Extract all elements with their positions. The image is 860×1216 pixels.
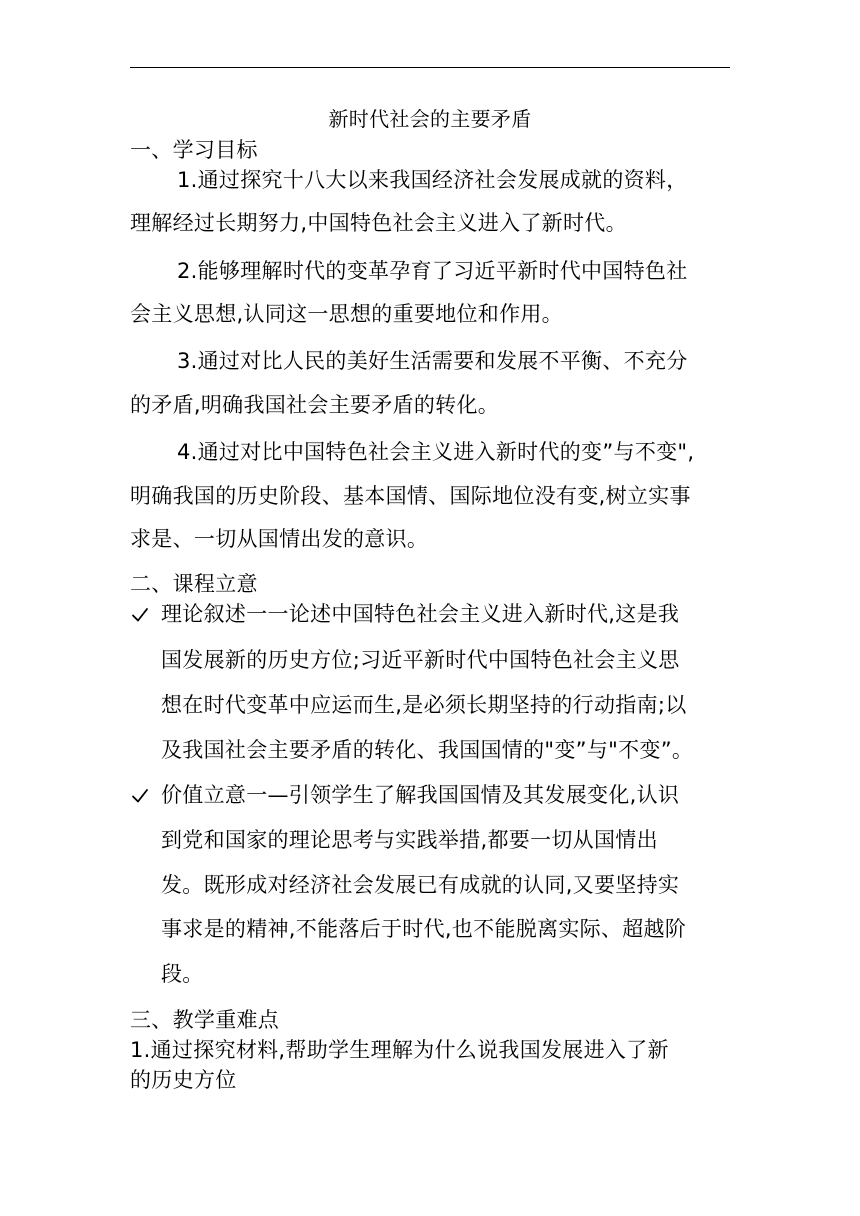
key-point-1-line-1: 1.通过探究材料,帮助学生理解为什么说我国发展进入了新 — [130, 1038, 669, 1062]
section-heading-key-difficulties: 三、教学重难点 — [130, 1008, 280, 1032]
objective-3-line-1: 3.通过对比人民的美好生活需要和发展不平衡、不充分 — [177, 349, 688, 373]
key-point-1-line-2: 的历史方位 — [130, 1068, 237, 1092]
bullet-2-line-2: 到党和国家的理论思考与实践举措,都要一切从国情出 — [161, 828, 658, 852]
objective-2-line-1: 2.能够理解时代的变革孕育了习近平新时代中国特色社 — [177, 259, 688, 283]
objective-2-line-2: 会主义思想,认同这一思想的重要地位和作用。 — [130, 302, 563, 326]
section-heading-learning-objectives: 一、学习目标 — [130, 138, 258, 162]
objective-4-line-2: 明确我国的历史阶段、基本国情、国际地位没有变,树立实事 — [130, 484, 691, 508]
bullet-2-line-3: 发。既形成对经济社会发展已有成就的认同,又要坚持实 — [161, 873, 680, 897]
bullet-2-line-5: 段。 — [161, 962, 204, 986]
section-heading-course-intent: 二、课程立意 — [130, 572, 258, 596]
objective-3-line-2: 的矛盾,明确我国社会主要矛盾的转化。 — [130, 393, 500, 417]
bullet-1-line-4: 及我国社会主要矛盾的转化、我国国情的"变”与"不变”。 — [161, 738, 694, 762]
document-title: 新时代社会的主要矛盾 — [328, 107, 532, 131]
header-rule — [130, 67, 730, 68]
objective-1-line-1: 1.通过探究十八大以来我国经济社会发展成就的资料， — [177, 168, 688, 192]
bullet-1-line-2: 国发展新的历史方位;习近平新时代中国特色社会主义思 — [161, 648, 680, 672]
checkmark-icon — [131, 787, 149, 805]
bullet-2-line-1: 价值立意一—引领学生了解我国国情及其发展变化,认识 — [161, 783, 680, 807]
bullet-2-line-4: 事求是的精神,不能落后于时代,也不能脱离实际、超越阶 — [161, 917, 687, 941]
objective-4-line-3: 求是、一切从国情出发的意识。 — [130, 527, 429, 551]
objective-1-line-2: 理解经过长期努力,中国特色社会主义进入了新时代。 — [130, 211, 627, 235]
checkmark-icon — [131, 606, 149, 624]
objective-4-line-1: 4.通过对比中国特色社会主义进入新时代的变”与不变", — [177, 440, 695, 464]
bullet-1-line-1: 理论叙述一一论述中国特色社会主义进入新时代,这是我 — [161, 602, 680, 626]
bullet-1-line-3: 想在时代变革中应运而生,是必须长期坚持的行动指南;以 — [161, 693, 687, 717]
